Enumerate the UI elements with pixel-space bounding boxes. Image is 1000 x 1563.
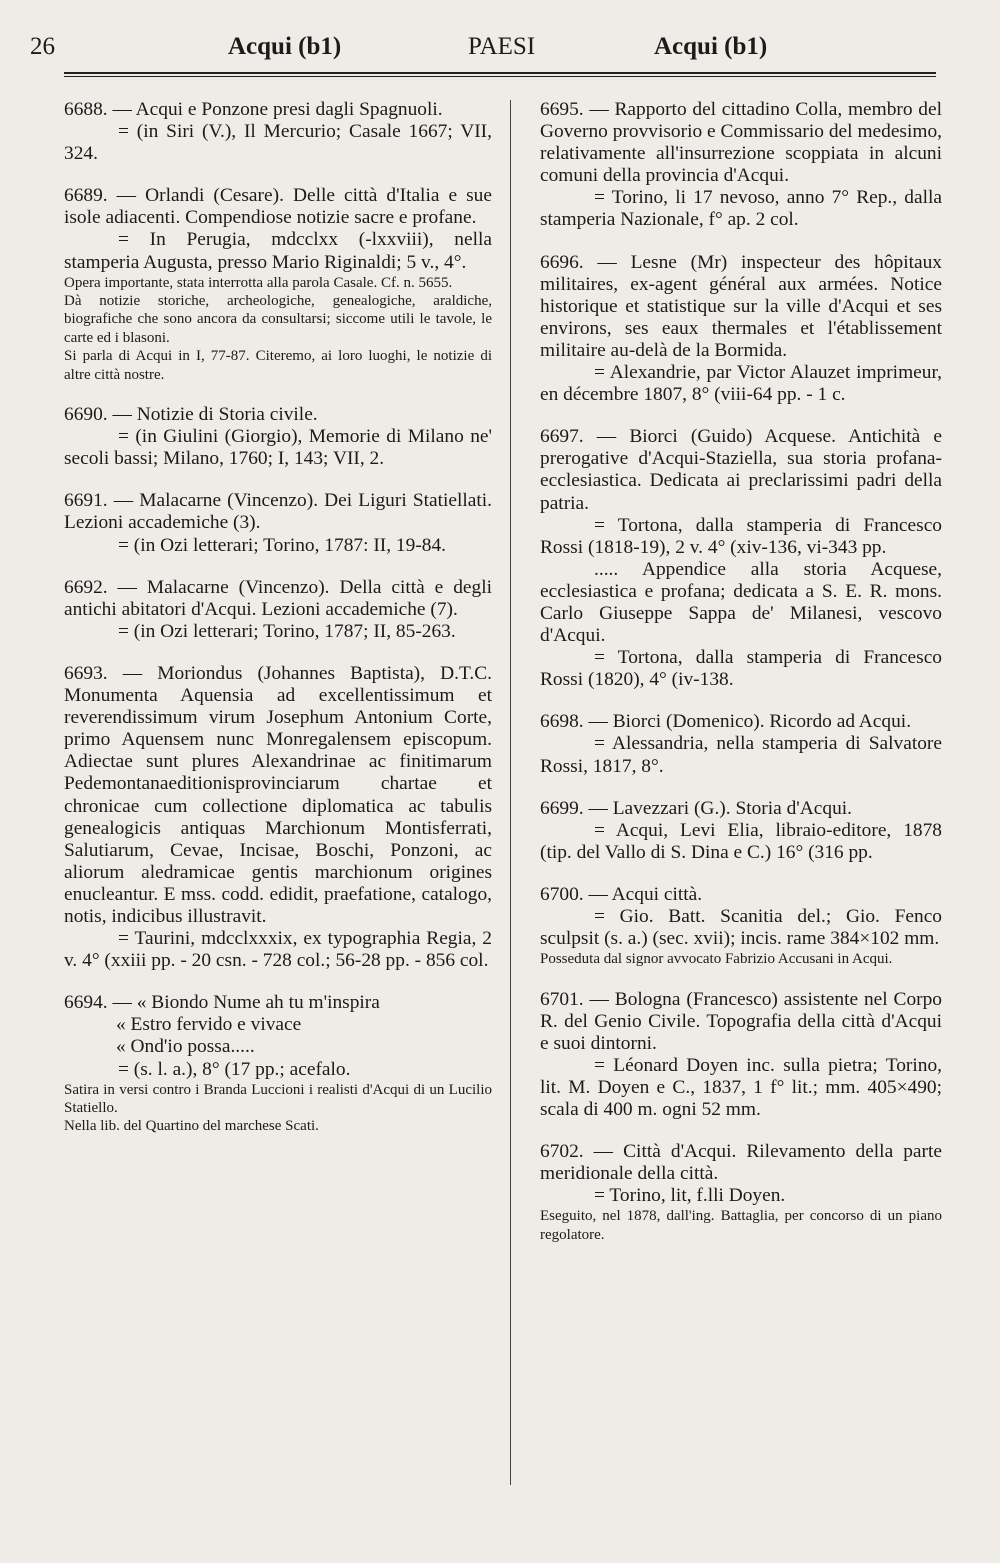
column-divider	[510, 100, 511, 1485]
entry-title: 6689. — Orlandi (Cesare). Delle città d'Italia e sue isole adiacenti. Compendiose notizie sacre e profane.	[64, 185, 492, 229]
entry-note: Eseguito, nel 1878, dall'ing. Battaglia, per concorso di un piano regolatore.	[540, 1208, 942, 1243]
entry-verse: « Ond'io possa.....	[116, 1036, 255, 1058]
entry-title: 6698. — Biorci (Domenico). Ricordo ad Acqui.	[540, 711, 912, 733]
entry-imprint: = (in Ozi letterari; Torino, 1787: II, 19-84.	[118, 534, 447, 556]
entry-title: 6690. — Notizie di Storia civile.	[64, 404, 318, 426]
entry-6694	[64, 992, 492, 1136]
running-title-center: PAESI	[468, 33, 536, 60]
entry-imprint: = Léonard Doyen inc. sulla pietra; Torino, lit. M. Doyen e C., 1837, 1 f° lit.; mm. 405×490; scala di 400 m. ogni 52 mm.	[540, 1054, 942, 1121]
entry-imprint: = Tortona, dalla stamperia di Francesco Rossi (1818-19), 2 v. 4° (xiv-136, vi-343 pp.	[540, 514, 942, 558]
entry-title: 6697. — Biorci (Guido) Acquese. Antichità e prerogative d'Acqui-Staziella, sua storia profana-ecclesiastica. Dedicata ai preclarissimi padri della patria.	[540, 426, 942, 514]
running-title-left: Acqui (b1)	[228, 33, 342, 60]
right-column	[540, 99, 942, 1264]
entry-title: 6691. — Malacarne (Vincenzo). Dei Liguri Statiellati. Lezioni accademiche (3).	[64, 490, 492, 534]
entry-note: Satira in versi contro i Branda Luccioni i realisti d'Acqui di un Lucilio Statiello.	[64, 1081, 492, 1117]
entry-title: 6688. — Acqui e Ponzone presi dagli Spagnuoli.	[64, 99, 443, 120]
entry-note: Si parla di Acqui in I, 77-87. Citeremo, ai loro luoghi, le notizie di altre città nostre.	[64, 348, 492, 383]
entry-imprint: = Torino, lit, f.lli Doyen.	[594, 1185, 786, 1207]
entry-imprint: = Alessandria, nella stamperia di Salvatore Rossi, 1817, 8°.	[540, 733, 942, 777]
entry-title: 6692. — Malacarne (Vincenzo). Della città e degli antichi abitatori d'Acqui. Lezioni accademiche (7).	[64, 576, 492, 620]
entry-imprint: = (s. l. a.), 8° (17 pp.; acefalo.	[118, 1058, 351, 1080]
entry-title: 6693. — Moriondus (Johannes Baptista), D.T.C. Monumenta Aquensia ad excellentissimum et reverendissimum virum Josephum Antonium Corte, primo Aquensem nunc Monregalensem episcopum. Adiectae sunt plures Alexandrinae ac finitimarum Pedemontanaeditionisprovinciarum chartae et chronicae cum collectione diplomatica ac tabulis genealogicis antiquas Marchionum Montisferrati, Salutiarum, Cevae, Incisae, Boschi, Ponzoni, ac aliorum aledramicae gentis marchionum origines enucleantur. E mss. codd. edidit, praefatione, catalogo, notis, indicibus illustravit.	[64, 662, 492, 927]
entry-imprint: = Taurini, mdcclxxxix, ex typographia Regia, 2 v. 4° (xxiii pp. - 20 csn. - 728 col.; 56-28 pp. - 856 col.	[64, 928, 492, 972]
left-column	[64, 99, 492, 1156]
entry-note: Posseduta dal signor avvocato Fabrizio Accusani in Acqui.	[540, 951, 893, 968]
page-number: 26	[30, 33, 55, 60]
entry-6700	[540, 884, 942, 969]
entry-verse: « Estro fervido e vivace	[116, 1014, 302, 1036]
running-header	[30, 32, 936, 68]
entry-6695	[540, 99, 942, 232]
entry-imprint: = In Perugia, mdcclxx (-lxxviii), nella stamperia Augusta, presso Mario Riginaldi; 5 v., 4°.	[64, 229, 492, 273]
entry-6689	[64, 185, 492, 384]
entry-6692	[64, 577, 492, 643]
entry-title: 6695. — Rapporto del cittadino Colla, membro del Governo provvisorio e Commissario del medesimo, relativamente all'insurrezione scoppiata in alcuni comuni della provincia d'Acqui.	[540, 99, 942, 187]
entry-verse: 6694. — « Biondo Nume ah tu m'inspira	[64, 992, 380, 1014]
header-rule-thin	[64, 76, 936, 77]
entry-note: Opera importante, stata interrotta alla parola Casale. Cf. n. 5655.	[64, 274, 453, 291]
entry-imprint: = (in Ozi letterari; Torino, 1787; II, 85-263.	[118, 620, 456, 642]
running-title-right: Acqui (b1)	[654, 33, 768, 60]
entry-imprint: = (in Siri (V.), Il Mercurio; Casale 1667; VII, 324.	[64, 121, 492, 165]
entry-6698	[540, 711, 942, 777]
entry-imprint: = Alexandrie, par Victor Alauzet imprimeur, en décembre 1807, 8° (viii-64 pp. - 1 c.	[540, 362, 942, 406]
entry-imprint: = (in Giulini (Giorgio), Memorie di Milano ne' secoli bassi; Milano, 1760; I, 143; VII, 2.	[64, 426, 492, 470]
entry-6699	[540, 798, 942, 864]
entry-6697	[540, 426, 942, 691]
entry-imprint: = Acqui, Levi Elia, libraio-editore, 1878 (tip. del Vallo di S. Dina e C.) 16° (316 pp.	[540, 819, 942, 863]
entry-6690	[64, 404, 492, 470]
entry-6696	[540, 252, 942, 407]
entry-imprint: = Torino, li 17 nevoso, anno 7° Rep., dalla stamperia Nazionale, f° ap. 2 col.	[540, 187, 942, 231]
entry-title: 6700. — Acqui città.	[540, 883, 703, 905]
entry-note: Dà notizie storiche, archeologiche, genealogiche, araldiche, biografiche che sono ancora da consultarsi; siccome utili le tavole, le carte ed i blasoni.	[64, 293, 492, 346]
header-rule	[64, 72, 936, 74]
entry-title: 6699. — Lavezzari (G.). Storia d'Acqui.	[540, 797, 853, 819]
entry-appendix: ..... Appendice alla storia Acquese, ecclesiastica e profana; dedicata a S. E. R. mons. Carlo Giuseppe Sappa de' Milanesi, vescovo d'Acqui.	[540, 558, 942, 647]
entry-6702	[540, 1141, 942, 1244]
entry-note: Nella lib. del Quartino del marchese Scati.	[64, 1118, 319, 1135]
entry-title: 6702. — Città d'Acqui. Rilevamento della parte meridionale della città.	[540, 1141, 942, 1185]
entry-6688	[64, 99, 492, 165]
entry-title: 6696. — Lesne (Mr) inspecteur des hôpitaux militaires, ex-agent général aux armées. Notice historique et statistique sur la ville d'Acqui et ses environs, ses eaux thermales et l'établissement militaire au-delà de la Bormida.	[540, 251, 942, 361]
entry-6693	[64, 663, 492, 972]
entry-title: 6701. — Bologna (Francesco) assistente nel Corpo R. del Genio Civile. Topografia della città d'Acqui e suoi dintorni.	[540, 988, 942, 1054]
entry-imprint: = Gio. Batt. Scanitia del.; Gio. Fenco sculpsit (s. a.) (sec. xvii); incis. rame 384×102 mm.	[540, 906, 942, 950]
entry-6701	[540, 989, 942, 1122]
entry-6691	[64, 490, 492, 556]
entry-imprint: = Tortona, dalla stamperia di Francesco Rossi (1820), 4° (iv-138.	[540, 647, 942, 691]
